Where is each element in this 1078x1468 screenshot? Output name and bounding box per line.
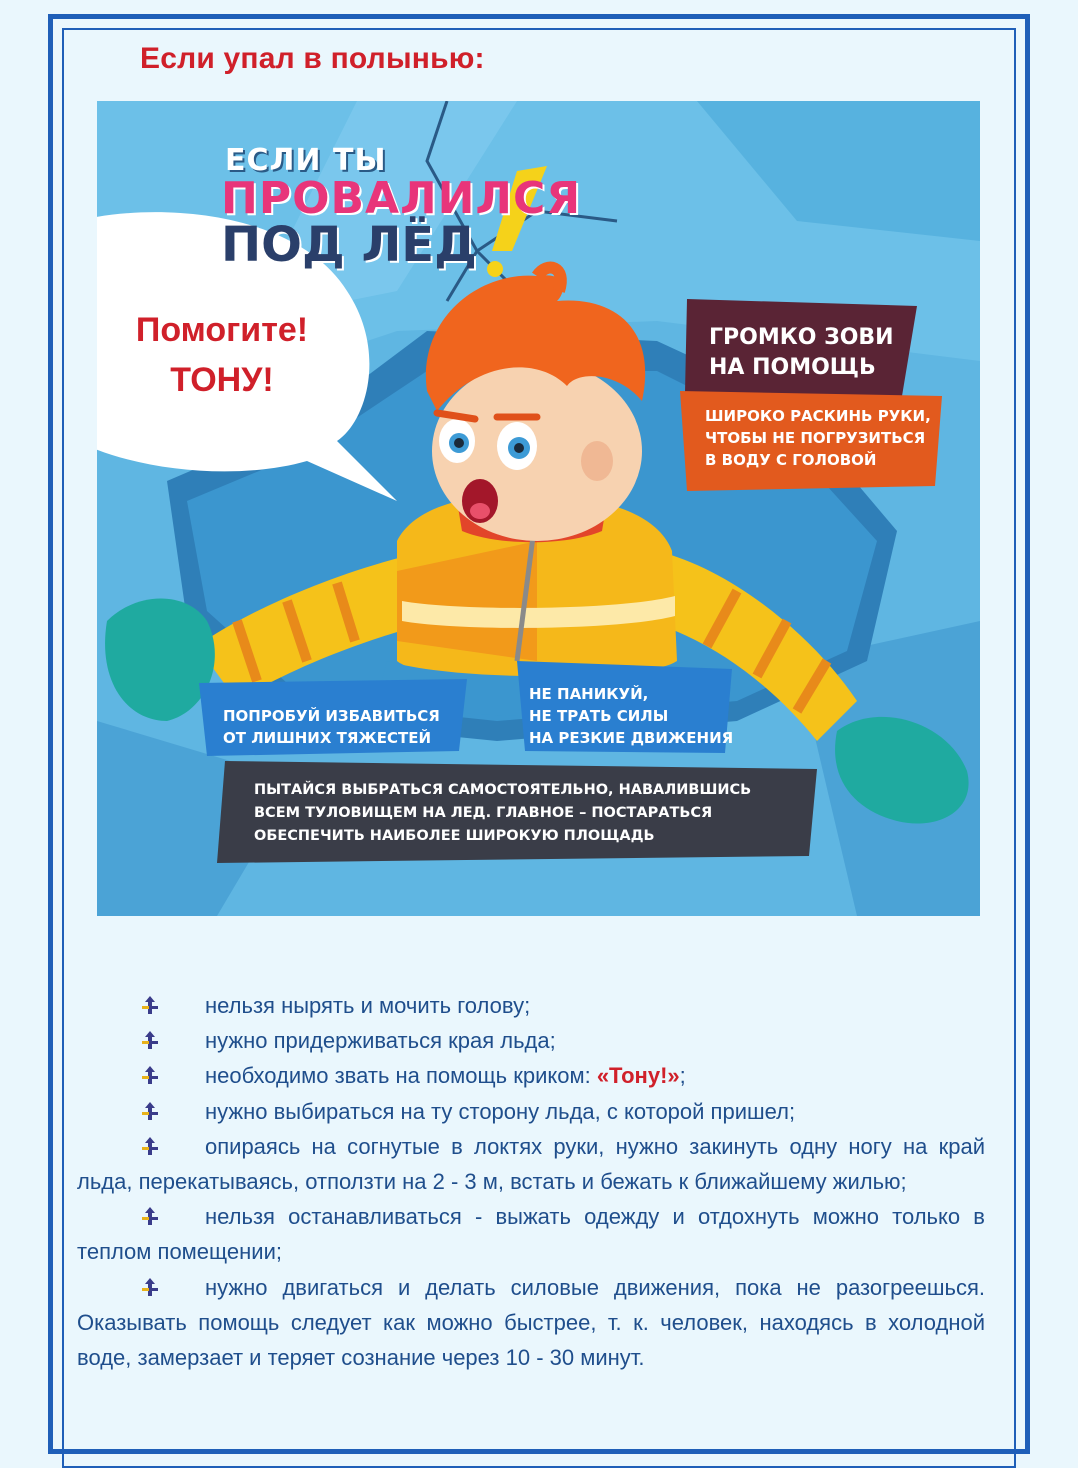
- rule-text: опираясь на согнутые в локтях руки, нужно закинуть одну ногу на край льда, перекатываясь, отползти на 2 - 3 м, встать и бежать к ближайшему жилью;: [77, 1133, 985, 1195]
- bullet-arrow-icon: [141, 995, 159, 1015]
- bullet-arrow-icon: [141, 1206, 159, 1226]
- rule-text: нужно двигаться и делать силовые движения, пока не разогреешься. Оказывать помощь следует как можно быстрее, т. к. человек, находясь в холодной воде, замерзает и теряет сознание через 10 - 30 минут.: [77, 1274, 985, 1371]
- call-line2: НА ПОМОЩЬ: [709, 355, 876, 380]
- bullet-arrow-icon: [141, 1101, 159, 1121]
- arms-line3: В ВОДУ С ГОЛОВОЙ: [705, 451, 877, 469]
- page-heading: Если упал в полынью:: [140, 42, 485, 75]
- bubble-line1: Помогите!: [135, 311, 309, 349]
- list-item: [77, 1270, 985, 1376]
- list-item: [77, 1058, 985, 1093]
- climb-line3: ОБЕСПЕЧИТЬ НАИБОЛЕЕ ШИРОКУЮ ПЛОЩАДЬ: [254, 828, 655, 844]
- remove-weight-box: [223, 705, 440, 749]
- bullet-arrow-icon: [141, 1277, 159, 1297]
- spread-arms-box: [705, 405, 931, 471]
- rule-text: нужно выбираться на ту сторону льда, с которой пришел;: [205, 1098, 796, 1124]
- list-item: [77, 1129, 985, 1199]
- rule-highlight: «Тону!»: [596, 1063, 680, 1089]
- list-item: [77, 988, 985, 1023]
- bullet-arrow-icon: [141, 1030, 159, 1050]
- poster-title-line1: ЕСЛИ ТЫ: [225, 143, 387, 178]
- list-item: [77, 1094, 985, 1129]
- poster-title-line2: ПРОВАЛИЛСЯ: [221, 173, 582, 224]
- arms-line2: ЧТОБЫ НЕ ПОГРУЗИТЬСЯ: [705, 429, 926, 447]
- rule-text: необходимо звать на помощь криком:: [205, 1063, 597, 1089]
- climb-line1: ПЫТАЙСЯ ВЫБРАТЬСЯ САМОСТОЯТЕЛЬНО, НАВАЛИВШИСЬ: [254, 782, 752, 798]
- poster-title-line3: ПОД ЛЁД: [221, 217, 477, 273]
- bubble-line2: ТОНУ!: [170, 361, 274, 399]
- bullet-arrow-icon: [141, 1065, 159, 1085]
- bullet-arrow-icon: [141, 1136, 159, 1156]
- climb-line2: ВСЕМ ТУЛОВИЩЕМ НА ЛЕД. ГЛАВНОЕ – ПОСТАРАТЬСЯ: [254, 805, 713, 821]
- rule-text-end: ;: [679, 1063, 686, 1089]
- panic-line2: НЕ ТРАТЬ СИЛЫ: [529, 707, 669, 725]
- list-item: [77, 1199, 985, 1269]
- call-for-help-box: [709, 323, 894, 383]
- panic-line3: НА РЕЗКИЕ ДВИЖЕНИЯ: [529, 729, 734, 747]
- weight-line2: ОТ ЛИШНИХ ТЯЖЕСТЕЙ: [223, 729, 432, 747]
- no-panic-box: [529, 683, 733, 749]
- speech-bubble-text: [97, 305, 347, 405]
- call-line1: ГРОМКО ЗОВИ: [709, 325, 894, 350]
- rule-text: нужно придерживаться края льда;: [205, 1028, 556, 1054]
- arms-line1: ШИРОКО РАСКИНЬ РУКИ,: [705, 407, 931, 425]
- rules-list: [77, 988, 985, 1375]
- rule-text: нельзя нырять и мочить голову;: [205, 993, 531, 1018]
- climb-out-box: [254, 779, 751, 848]
- panic-line1: НЕ ПАНИКУЙ,: [529, 685, 649, 703]
- poster-illustration: [97, 101, 980, 916]
- rule-text: нельзя останавливаться - выжать одежду и отдохнуть можно только в теплом помещении;: [77, 1204, 985, 1265]
- list-item: [77, 1023, 985, 1058]
- weight-line1: ПОПРОБУЙ ИЗБАВИТЬСЯ: [223, 707, 440, 725]
